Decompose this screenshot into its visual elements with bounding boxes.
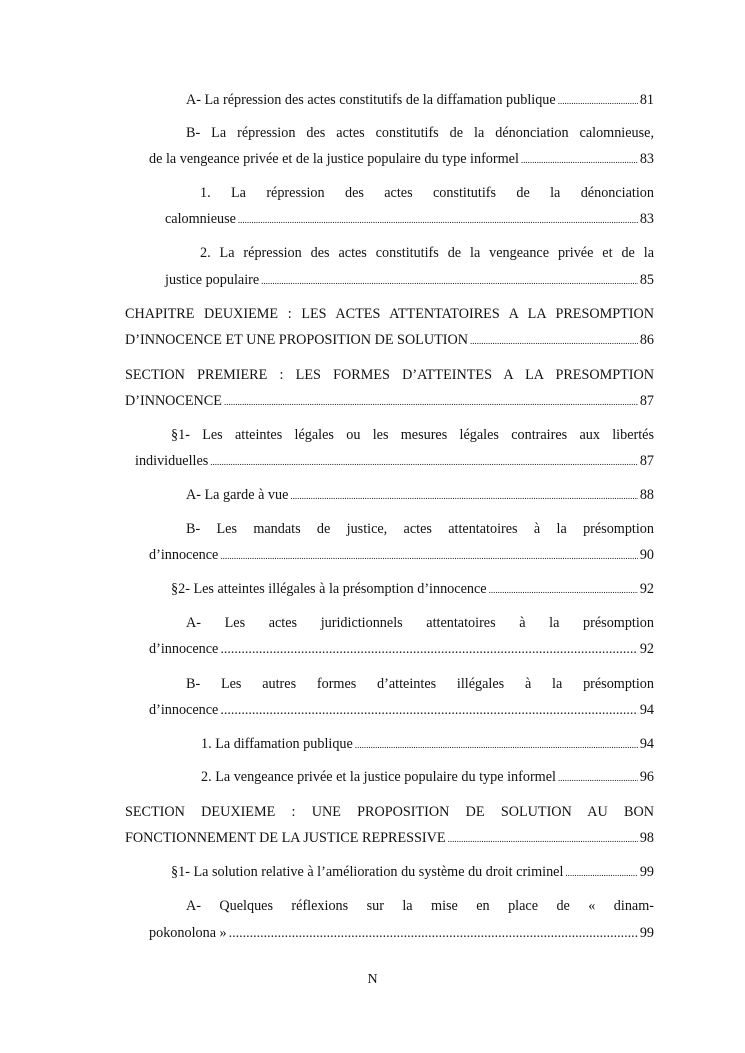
- toc-entry-title: 1. La répression des actes constitutifs de la dénonciation: [200, 185, 654, 201]
- toc-entry: [200, 184, 654, 202]
- toc-page-number: 86: [639, 332, 654, 348]
- toc-entry-continuation: [165, 210, 654, 228]
- toc-entry-title: SECTION PREMIERE : LES FORMES D’ATTEINTES A LA PRESOMPTION: [125, 367, 654, 383]
- toc-page-number: 81: [639, 92, 654, 108]
- toc-entry: [149, 124, 654, 142]
- dot-leader: [290, 487, 637, 505]
- toc-entry-continuation: [149, 150, 654, 168]
- dot-leader: [220, 641, 637, 659]
- toc-entry-title: d’innocence: [149, 641, 219, 657]
- toc-entry-title: §1- Les atteintes légales ou les mesures légales contraires aux libertés: [171, 427, 654, 443]
- toc-entry-continuation: [125, 392, 654, 410]
- toc-entry: [171, 863, 654, 881]
- toc-page-number: 92: [639, 641, 654, 657]
- toc-page-number: 94: [639, 736, 654, 752]
- toc-entry-continuation: [149, 924, 654, 942]
- toc-entry-continuation: [165, 271, 654, 289]
- dot-leader: [355, 736, 638, 754]
- toc-entry-title: calomnieuse: [165, 211, 236, 227]
- toc-section-heading: [125, 803, 654, 821]
- toc-page-number: 98: [639, 830, 654, 846]
- toc-entry-title: d’innocence: [149, 547, 219, 563]
- toc-entry-continuation: [149, 546, 654, 564]
- toc-entry-title: pokonolona »: [149, 925, 227, 941]
- toc-entry-title: D’INNOCENCE: [125, 393, 222, 409]
- toc-page-number: 92: [639, 581, 654, 597]
- dot-leader: [470, 332, 638, 350]
- dot-leader: [565, 864, 637, 882]
- toc-page-number: 96: [639, 769, 654, 785]
- toc-entry: [186, 486, 654, 504]
- toc-entry-title: A- La répression des actes constitutifs de la diffamation publique: [186, 92, 556, 108]
- toc-entry-continuation: [125, 829, 654, 847]
- dot-leader: [558, 769, 638, 787]
- dot-leader: [210, 453, 638, 471]
- dot-leader: [238, 211, 638, 229]
- toc-page-number: 87: [639, 453, 654, 469]
- toc-entry: [201, 768, 654, 786]
- toc-entry: [186, 675, 654, 693]
- dot-leader: [220, 702, 637, 720]
- toc-entry-title: FONCTIONNEMENT DE LA JUSTICE REPRESSIVE: [125, 830, 446, 846]
- toc-section-heading: [125, 366, 654, 384]
- toc-chapter-heading: [125, 305, 654, 323]
- toc-entry-title: B- Les autres formes d’atteintes illégales à la présomption: [186, 676, 654, 692]
- toc-entry-continuation: [149, 701, 654, 719]
- dot-leader: [558, 92, 638, 110]
- toc-page-number: 83: [639, 211, 654, 227]
- dot-leader: [448, 830, 638, 848]
- toc-page-number: 94: [639, 702, 654, 718]
- toc-entry-title: CHAPITRE DEUXIEME : LES ACTES ATTENTATOIRES A LA PRESOMPTION: [125, 306, 654, 322]
- toc-page-number: 87: [639, 393, 654, 409]
- toc-entry: [171, 426, 654, 444]
- toc-page-number: 99: [639, 925, 654, 941]
- toc-entry-title: B- La répression des actes constitutifs de la dénonciation calomnieuse,: [186, 125, 654, 141]
- dot-leader: [489, 581, 638, 599]
- toc-entry-title: justice populaire: [165, 272, 260, 288]
- toc-page-number: 83: [639, 151, 654, 167]
- toc-entry-continuation: [125, 331, 654, 349]
- toc-page-number: 90: [639, 547, 654, 563]
- toc-entry: [186, 614, 654, 632]
- toc-entry-title: individuelles: [135, 453, 209, 469]
- dot-leader: [521, 151, 638, 169]
- toc-page-number: 99: [639, 864, 654, 880]
- toc-entry: [186, 897, 654, 915]
- page-marker: N: [367, 972, 378, 987]
- dot-leader: [224, 393, 638, 411]
- toc-entry-title: §2- Les atteintes illégales à la présomption d’innocence: [171, 581, 487, 597]
- toc-entry: [186, 520, 654, 538]
- toc-entry-title: 2. La répression des actes constitutifs de la vengeance privée et de la: [200, 245, 654, 261]
- toc-entry-title: 2. La vengeance privée et la justice populaire du type informel: [201, 769, 556, 785]
- toc-entry-continuation: [135, 452, 654, 470]
- toc-entry-title: B- Les mandats de justice, actes attentatoires à la présomption: [186, 521, 654, 537]
- toc-page-number: 88: [639, 487, 654, 503]
- toc-entry-title: D’INNOCENCE ET UNE PROPOSITION DE SOLUTION: [125, 332, 468, 348]
- toc-entry-title: §1- La solution relative à l’amélioration du système du droit criminel: [171, 864, 564, 880]
- dot-leader: [261, 272, 638, 290]
- toc-entry-title: A- Les actes juridictionnels attentatoires à la présomption: [186, 615, 654, 631]
- toc-entry-title: de la vengeance privée et de la justice populaire du type informel: [149, 151, 519, 167]
- toc-entry-title: d’innocence: [149, 702, 219, 718]
- toc-entry-title: A- Quelques réflexions sur la mise en place de « dinam-: [186, 898, 654, 914]
- toc-entry-title: 1. La diffamation publique: [201, 736, 353, 752]
- toc-entry: [171, 580, 654, 598]
- dot-leader: [229, 925, 638, 943]
- toc-entry: [200, 244, 654, 262]
- toc-entry-title: SECTION DEUXIEME : UNE PROPOSITION DE SOLUTION AU BON: [125, 804, 654, 820]
- toc-entry-continuation: [149, 640, 654, 658]
- toc-entry-title: A- La garde à vue: [186, 487, 289, 503]
- toc-entry: [201, 735, 654, 753]
- toc-page-number: 85: [639, 272, 654, 288]
- dot-leader: [220, 547, 637, 565]
- toc-entry: [186, 91, 654, 109]
